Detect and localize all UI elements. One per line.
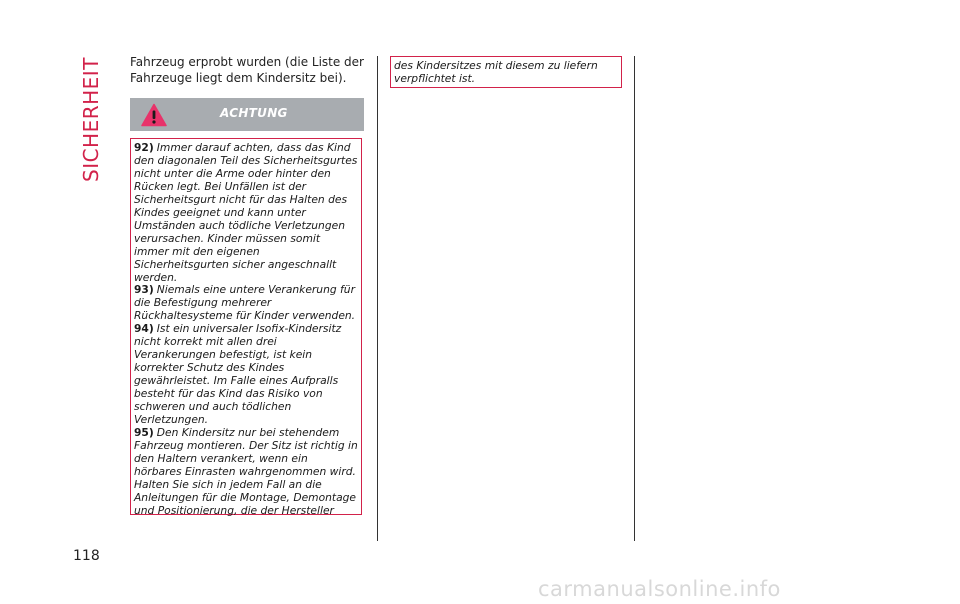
intro-text: Fahrzeug erprobt wurden (die Liste der Fahrzeuge liegt dem Kindersitz bei). bbox=[130, 55, 364, 85]
section-label: SICHERHEIT bbox=[79, 57, 103, 182]
column-divider bbox=[377, 56, 378, 541]
warning-item: 93) Niemals eine untere Verankerung für die Befestigung mehrerer Rückhaltesysteme für Kinder verwenden. bbox=[134, 283, 356, 323]
watermark: carmanualsonline.info bbox=[538, 577, 781, 601]
warning-item: 95) Den Kindersitz nur bei stehendem Fahrzeug montieren. Der Sitz ist richtig in den Haltern verankert, wenn ein hörbares Einrasten wahrgenommen wird. Halten Sie sich in jedem Fall an die Anleitungen für die Montage, Demontage und Positionierung, die der Hersteller bbox=[134, 425, 358, 517]
warning-item: 92) Immer darauf achten, dass das Kind den diagonalen Teil des Sicherheitsgurtes nicht unter die Arme oder hinter den Rücken legt. Bei Unfällen ist der Sicherheitsgurt nicht für das Halten des Kindes geeignet und kann unter Umständen auch tödliche Verletzungen verursachen. Kinder müssen somit immer mit den eigenen Sicherheitsgurten sicher angeschnallt werden. bbox=[134, 141, 358, 284]
warning-continuation-text: des Kindersitzes mit diesem zu liefern verpflichtet ist. bbox=[394, 59, 598, 85]
page-number: 118 bbox=[73, 548, 100, 564]
warning-header bbox=[130, 98, 364, 131]
warning-title: ACHTUNG bbox=[220, 106, 288, 120]
intro-block bbox=[130, 55, 366, 86]
column-divider bbox=[634, 56, 635, 541]
warning-item: 94) Ist ein universaler Isofix-Kindersitz nicht korrekt mit allen drei Verankerungen befestigt, ist kein korrekter Schutz des Kindes gewährleistet. Im Falle eines Aufpralls besteht für das Kind das Risiko von schweren und auch tödlichen Verletzungen. bbox=[134, 322, 342, 427]
warning-box bbox=[130, 138, 362, 515]
warning-triangle-icon bbox=[141, 103, 167, 127]
warning-continuation-box bbox=[390, 56, 622, 88]
